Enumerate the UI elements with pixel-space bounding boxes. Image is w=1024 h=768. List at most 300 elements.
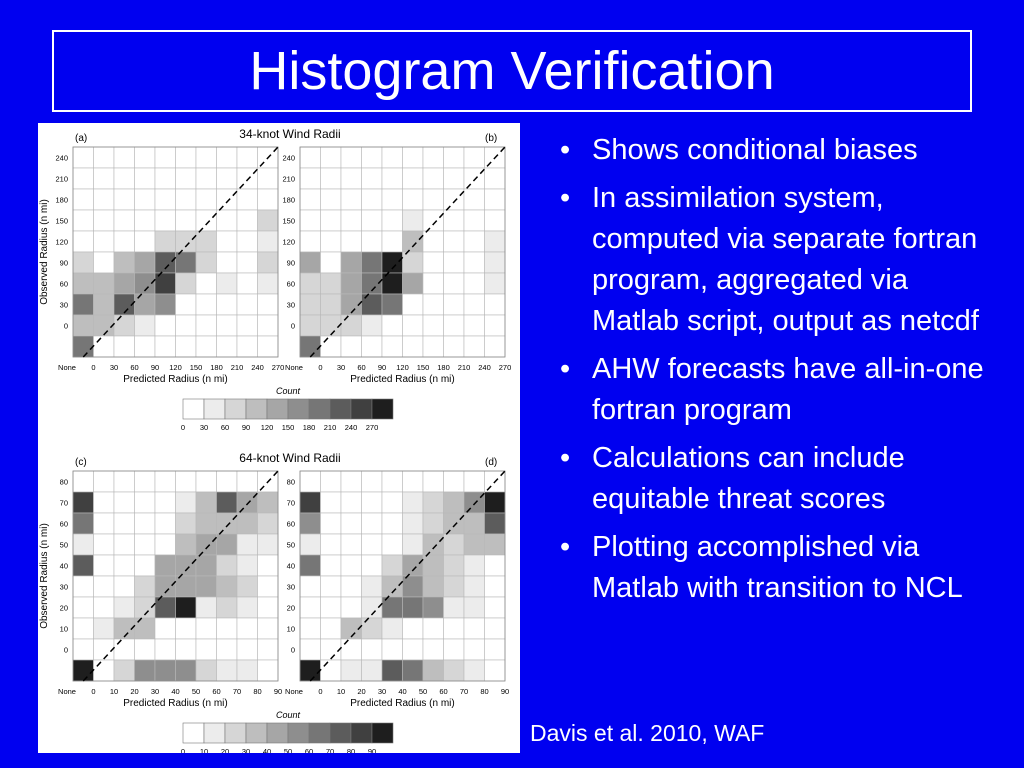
y-tick-label: 180 bbox=[282, 195, 295, 205]
heatmap-cell bbox=[176, 294, 197, 315]
x-axis-label: Predicted Radius (n mi) bbox=[350, 698, 455, 709]
heatmap-cell bbox=[423, 639, 444, 660]
heatmap-cell bbox=[176, 576, 197, 597]
heatmap-cell bbox=[258, 597, 279, 618]
heatmap-cell bbox=[135, 639, 156, 660]
heatmap-cell bbox=[237, 576, 258, 597]
x-tick-label: None bbox=[58, 687, 76, 696]
heatmap-cell bbox=[321, 534, 342, 555]
heatmap-cell bbox=[403, 168, 424, 189]
heatmap-cell bbox=[300, 210, 321, 231]
heatmap-cell bbox=[258, 618, 279, 639]
x-tick-label: 240 bbox=[251, 363, 264, 372]
heatmap-cell bbox=[258, 660, 279, 681]
heatmap-cell bbox=[403, 336, 424, 357]
heatmap-cell bbox=[464, 555, 485, 576]
heatmap-cell bbox=[94, 597, 115, 618]
heatmap-cell bbox=[155, 189, 176, 210]
legend-swatch bbox=[372, 723, 393, 743]
legend-label: 80 bbox=[346, 747, 356, 753]
heatmap-cell bbox=[341, 555, 362, 576]
heatmap-cell bbox=[403, 492, 424, 513]
heatmap-cell bbox=[300, 231, 321, 252]
heatmap-cell bbox=[464, 210, 485, 231]
heatmap-cell bbox=[135, 555, 156, 576]
heatmap-cell bbox=[321, 555, 342, 576]
heatmap-cell bbox=[423, 576, 444, 597]
heatmap-cell bbox=[362, 513, 383, 534]
heatmap-cell bbox=[155, 534, 176, 555]
legend-swatch bbox=[309, 723, 330, 743]
heatmap-cell bbox=[258, 252, 279, 273]
heatmap-cell bbox=[94, 231, 115, 252]
heatmap-cell bbox=[403, 189, 424, 210]
y-tick-label: 90 bbox=[59, 258, 68, 268]
heatmap-cell bbox=[300, 639, 321, 660]
legend-label: 210 bbox=[323, 423, 337, 432]
heatmap-cell bbox=[196, 660, 217, 681]
x-tick-label: 0 bbox=[91, 687, 96, 696]
histogram-figure-svg bbox=[38, 123, 520, 753]
heatmap-cell bbox=[217, 273, 238, 294]
heatmap-cell bbox=[94, 618, 115, 639]
x-tick-label: 60 bbox=[439, 687, 448, 696]
heatmap-cell bbox=[485, 294, 506, 315]
heatmap-cell bbox=[485, 273, 506, 294]
heatmap-cell bbox=[155, 210, 176, 231]
y-tick-label: 60 bbox=[59, 519, 68, 529]
heatmap-cell bbox=[176, 534, 197, 555]
heatmap-cell bbox=[114, 492, 135, 513]
y-tick-label: 70 bbox=[286, 498, 295, 508]
heatmap-cell bbox=[114, 597, 135, 618]
heatmap-cell bbox=[403, 294, 424, 315]
heatmap-cell bbox=[362, 210, 383, 231]
heatmap-cell bbox=[176, 471, 197, 492]
bullet-item: • Calculations can include equitable threat scores bbox=[550, 438, 990, 520]
panel-label: (a) bbox=[75, 133, 88, 144]
heatmap-cell bbox=[403, 210, 424, 231]
y-tick-label: 60 bbox=[59, 279, 68, 289]
heatmap-cell bbox=[403, 471, 424, 492]
heatmap-cell bbox=[114, 189, 135, 210]
heatmap-cell bbox=[300, 534, 321, 555]
x-tick-label: 150 bbox=[416, 363, 430, 372]
heatmap-cell bbox=[464, 168, 485, 189]
heatmap-cell bbox=[444, 210, 465, 231]
heatmap-cell bbox=[94, 252, 115, 273]
slide-title: Histogram Verification bbox=[249, 41, 775, 101]
heatmap-cell bbox=[258, 576, 279, 597]
y-tick-label: 10 bbox=[286, 624, 295, 634]
legend-swatch bbox=[330, 399, 351, 419]
heatmap-cell bbox=[382, 210, 403, 231]
heatmap-cell bbox=[155, 660, 176, 681]
heatmap-cell bbox=[382, 492, 403, 513]
heatmap-cell bbox=[444, 252, 465, 273]
heatmap-cell bbox=[362, 252, 383, 273]
heatmap-cell bbox=[176, 168, 197, 189]
heatmap-cell bbox=[258, 168, 279, 189]
heatmap-cell bbox=[341, 492, 362, 513]
heatmap-cell bbox=[300, 315, 321, 336]
heatmap-cell bbox=[135, 252, 156, 273]
x-tick-label: 0 bbox=[318, 687, 323, 696]
heatmap-cell bbox=[382, 168, 403, 189]
heatmap-cell bbox=[73, 315, 94, 336]
heatmap-cell bbox=[321, 618, 342, 639]
heatmap-cell bbox=[114, 555, 135, 576]
heatmap-cell bbox=[300, 492, 321, 513]
heatmap-cell bbox=[217, 168, 238, 189]
legend-swatch bbox=[267, 723, 288, 743]
heatmap-cell bbox=[237, 273, 258, 294]
legend-swatch bbox=[246, 723, 267, 743]
heatmap-cell bbox=[135, 534, 156, 555]
heatmap-cell bbox=[237, 252, 258, 273]
heatmap-cell bbox=[73, 534, 94, 555]
heatmap-cell bbox=[176, 597, 197, 618]
heatmap-cell bbox=[155, 513, 176, 534]
heatmap-cell bbox=[423, 555, 444, 576]
heatmap-cell bbox=[196, 294, 217, 315]
x-tick-label: 50 bbox=[191, 687, 201, 696]
heatmap-cell bbox=[341, 252, 362, 273]
heatmap-cell bbox=[237, 168, 258, 189]
heatmap-cell bbox=[237, 555, 258, 576]
x-tick-label: 150 bbox=[189, 363, 203, 372]
heatmap-cell bbox=[300, 555, 321, 576]
x-tick-label: 60 bbox=[130, 363, 139, 372]
y-tick-label: 210 bbox=[55, 174, 68, 184]
heatmap-cell bbox=[321, 492, 342, 513]
heatmap-cell bbox=[196, 576, 217, 597]
y-tick-label: 80 bbox=[286, 477, 295, 487]
heatmap-cell bbox=[444, 576, 465, 597]
heatmap-cell bbox=[403, 660, 424, 681]
heatmap-cell bbox=[341, 576, 362, 597]
heatmap-cell bbox=[423, 660, 444, 681]
heatmap-cell bbox=[114, 168, 135, 189]
heatmap-cell bbox=[321, 273, 342, 294]
heatmap-cell bbox=[114, 336, 135, 357]
heatmap-cell bbox=[444, 471, 465, 492]
heatmap-cell bbox=[464, 252, 485, 273]
heatmap-cell bbox=[135, 294, 156, 315]
x-tick-label: 210 bbox=[457, 363, 471, 372]
heatmap-cell bbox=[135, 210, 156, 231]
heatmap-cell bbox=[341, 168, 362, 189]
heatmap-cell bbox=[300, 147, 321, 168]
heatmap-cell bbox=[196, 618, 217, 639]
heatmap-cell bbox=[444, 231, 465, 252]
x-tick-label: 30 bbox=[109, 363, 119, 372]
heatmap-cell bbox=[382, 639, 403, 660]
x-tick-label: 30 bbox=[150, 687, 160, 696]
heatmap-cell bbox=[464, 231, 485, 252]
heatmap-cell bbox=[341, 513, 362, 534]
legend-label: 60 bbox=[304, 747, 314, 753]
heatmap-cell bbox=[300, 336, 321, 357]
legend-title: Count bbox=[275, 386, 301, 396]
y-tick-label: 60 bbox=[286, 279, 295, 289]
heatmap-cell bbox=[237, 315, 258, 336]
x-tick-label: 80 bbox=[253, 687, 262, 696]
heatmap-cell bbox=[444, 336, 465, 357]
x-tick-label: 180 bbox=[437, 363, 450, 372]
heatmap-cell bbox=[237, 294, 258, 315]
heatmap-cell bbox=[73, 513, 94, 534]
heatmap-cell bbox=[217, 534, 238, 555]
legend-swatch bbox=[225, 723, 246, 743]
y-tick-label: 120 bbox=[55, 237, 68, 247]
heatmap-cell bbox=[196, 252, 217, 273]
heatmap-cell bbox=[73, 660, 94, 681]
heatmap-cell bbox=[258, 315, 279, 336]
heatmap-cell bbox=[155, 576, 176, 597]
heatmap-cell bbox=[321, 168, 342, 189]
heatmap-cell bbox=[341, 273, 362, 294]
legend-swatch bbox=[309, 399, 330, 419]
heatmap-cell bbox=[258, 492, 279, 513]
heatmap-cell bbox=[362, 471, 383, 492]
bullet-item: • Shows conditional biases bbox=[550, 130, 990, 171]
heatmap-cell bbox=[444, 492, 465, 513]
heatmap-cell bbox=[362, 576, 383, 597]
heatmap-cell bbox=[176, 231, 197, 252]
heatmap-cell bbox=[485, 315, 506, 336]
heatmap-cell bbox=[176, 336, 197, 357]
heatmap-cell bbox=[464, 660, 485, 681]
heatmap-cell bbox=[362, 147, 383, 168]
heatmap-cell bbox=[362, 189, 383, 210]
heatmap-cell bbox=[237, 597, 258, 618]
legend-label: 40 bbox=[262, 747, 272, 753]
heatmap-cell bbox=[196, 231, 217, 252]
y-tick-label: 150 bbox=[55, 216, 68, 226]
heatmap-cell bbox=[485, 168, 506, 189]
heatmap-cell bbox=[403, 555, 424, 576]
heatmap-cell bbox=[73, 294, 94, 315]
heatmap-cell bbox=[176, 639, 197, 660]
heatmap-cell bbox=[237, 231, 258, 252]
x-tick-label: 90 bbox=[377, 363, 387, 372]
heatmap-cell bbox=[135, 147, 156, 168]
heatmap-cell bbox=[362, 231, 383, 252]
heatmap-cell bbox=[485, 639, 506, 660]
heatmap-cell bbox=[135, 492, 156, 513]
heatmap-cell bbox=[94, 336, 115, 357]
heatmap-cell bbox=[258, 639, 279, 660]
y-tick-label: 20 bbox=[286, 603, 295, 613]
heatmap-cell bbox=[135, 336, 156, 357]
x-tick-label: 90 bbox=[150, 363, 160, 372]
y-tick-label: 60 bbox=[286, 519, 295, 529]
heatmap-cell bbox=[403, 618, 424, 639]
heatmap-cell bbox=[73, 189, 94, 210]
heatmap-cell bbox=[114, 252, 135, 273]
heatmap-cell bbox=[382, 189, 403, 210]
y-tick-label: 150 bbox=[282, 216, 295, 226]
heatmap-cell bbox=[423, 618, 444, 639]
heatmap-cell bbox=[73, 252, 94, 273]
heatmap-cell bbox=[485, 210, 506, 231]
x-axis-label: Predicted Radius (n mi) bbox=[123, 698, 228, 709]
heatmap-cell bbox=[300, 576, 321, 597]
heatmap-cell bbox=[217, 660, 238, 681]
legend-swatch bbox=[288, 399, 309, 419]
x-tick-label: 90 bbox=[273, 687, 283, 696]
legend-swatch bbox=[372, 399, 393, 419]
heatmap-cell bbox=[464, 471, 485, 492]
heatmap-cell bbox=[217, 618, 238, 639]
heatmap-cell bbox=[196, 273, 217, 294]
heatmap-cell bbox=[321, 471, 342, 492]
legend-swatch bbox=[204, 723, 225, 743]
heatmap-cell bbox=[217, 252, 238, 273]
heatmap-cell bbox=[321, 513, 342, 534]
heatmap-cell bbox=[73, 471, 94, 492]
heatmap-cell bbox=[258, 534, 279, 555]
legend-swatch bbox=[351, 399, 372, 419]
heatmap-cell bbox=[155, 168, 176, 189]
heatmap-cell bbox=[73, 336, 94, 357]
heatmap-cell bbox=[135, 168, 156, 189]
heatmap-cell bbox=[362, 168, 383, 189]
heatmap-cell bbox=[341, 639, 362, 660]
heatmap-cell bbox=[196, 147, 217, 168]
heatmap-cell bbox=[444, 534, 465, 555]
heatmap-cell bbox=[382, 231, 403, 252]
heatmap-cell bbox=[176, 147, 197, 168]
heatmap-cell bbox=[444, 639, 465, 660]
heatmap-cell bbox=[73, 273, 94, 294]
legend-swatch bbox=[267, 399, 288, 419]
x-tick-label: 20 bbox=[130, 687, 139, 696]
y-tick-label: 40 bbox=[286, 561, 295, 571]
heatmap-cell bbox=[403, 273, 424, 294]
legend-swatch bbox=[288, 723, 309, 743]
y-tick-label: 90 bbox=[286, 258, 295, 268]
heatmap-cell bbox=[114, 273, 135, 294]
heatmap-cell bbox=[258, 231, 279, 252]
heatmap-cell bbox=[444, 618, 465, 639]
x-tick-label: 180 bbox=[210, 363, 223, 372]
heatmap-cell bbox=[403, 576, 424, 597]
y-tick-label: 40 bbox=[59, 561, 68, 571]
x-tick-label: 30 bbox=[377, 687, 387, 696]
heatmap-cell bbox=[485, 252, 506, 273]
heatmap-cell bbox=[196, 513, 217, 534]
heatmap-cell bbox=[155, 315, 176, 336]
heatmap-cell bbox=[464, 273, 485, 294]
heatmap-cell bbox=[155, 294, 176, 315]
heatmap-cell bbox=[73, 210, 94, 231]
heatmap-cell bbox=[485, 336, 506, 357]
heatmap-cell bbox=[73, 618, 94, 639]
heatmap-cell bbox=[464, 513, 485, 534]
heatmap-cell bbox=[73, 576, 94, 597]
heatmap-cell bbox=[464, 618, 485, 639]
heatmap-cell bbox=[217, 513, 238, 534]
heatmap-cell bbox=[155, 618, 176, 639]
heatmap-cell bbox=[444, 147, 465, 168]
y-tick-label: 50 bbox=[286, 540, 295, 550]
bullet-list bbox=[550, 130, 990, 616]
x-tick-label: 10 bbox=[336, 687, 346, 696]
legend-swatch bbox=[330, 723, 351, 743]
heatmap-cell bbox=[382, 147, 403, 168]
y-tick-label: 30 bbox=[286, 582, 295, 592]
heatmap-cell bbox=[403, 252, 424, 273]
y-axis-label: Observed Radius (n mi) bbox=[39, 523, 50, 629]
heatmap-cell bbox=[94, 273, 115, 294]
heatmap-cell bbox=[135, 189, 156, 210]
x-tick-label: 60 bbox=[357, 363, 366, 372]
heatmap-cell bbox=[94, 471, 115, 492]
heatmap-cell bbox=[237, 534, 258, 555]
heatmap-cell bbox=[423, 336, 444, 357]
heatmap-cell bbox=[362, 618, 383, 639]
heatmap-cell bbox=[362, 294, 383, 315]
legend-label: 30 bbox=[199, 423, 209, 432]
y-tick-label: 30 bbox=[59, 300, 68, 310]
heatmap-cell bbox=[403, 231, 424, 252]
x-tick-label: 120 bbox=[396, 363, 409, 372]
legend-label: 30 bbox=[241, 747, 251, 753]
legend-swatch bbox=[183, 399, 204, 419]
heatmap-cell bbox=[196, 597, 217, 618]
heatmap-cell bbox=[155, 147, 176, 168]
heatmap-cell bbox=[423, 315, 444, 336]
y-tick-label: 10 bbox=[59, 624, 68, 634]
heatmap-cell bbox=[403, 534, 424, 555]
bullet-item: • Plotting accomplished via Matlab with transition to NCL bbox=[550, 527, 990, 609]
bullet-item: • AHW forecasts have all-in-one fortran program bbox=[550, 349, 990, 431]
heatmap-cell bbox=[155, 639, 176, 660]
heatmap-cell bbox=[217, 147, 238, 168]
heatmap-cell bbox=[341, 210, 362, 231]
heatmap-cell bbox=[423, 189, 444, 210]
heatmap-cell bbox=[114, 210, 135, 231]
citation: Davis et al. 2010, WAF bbox=[530, 720, 765, 746]
heatmap-cell bbox=[135, 660, 156, 681]
heatmap-cell bbox=[300, 597, 321, 618]
heatmap-cell bbox=[341, 315, 362, 336]
heatmap-cell bbox=[403, 597, 424, 618]
legend-label: 10 bbox=[199, 747, 209, 753]
y-tick-label: 80 bbox=[59, 477, 68, 487]
heatmap-cell bbox=[485, 576, 506, 597]
y-axis-label: Observed Radius (n mi) bbox=[39, 199, 50, 305]
heatmap-cell bbox=[423, 210, 444, 231]
y-tick-label: 20 bbox=[59, 603, 68, 613]
heatmap-cell bbox=[403, 639, 424, 660]
heatmap-cell bbox=[196, 336, 217, 357]
x-tick-label: 60 bbox=[212, 687, 221, 696]
x-tick-label: 240 bbox=[478, 363, 491, 372]
heatmap-cell bbox=[485, 597, 506, 618]
legend-label: 90 bbox=[241, 423, 251, 432]
heatmap-cell bbox=[176, 315, 197, 336]
heatmap-cell bbox=[321, 660, 342, 681]
heatmap-cell bbox=[300, 618, 321, 639]
heatmap-cell bbox=[444, 597, 465, 618]
heatmap-cell bbox=[382, 336, 403, 357]
heatmap-cell bbox=[155, 252, 176, 273]
heatmap-cell bbox=[423, 513, 444, 534]
heatmap-cell bbox=[114, 315, 135, 336]
